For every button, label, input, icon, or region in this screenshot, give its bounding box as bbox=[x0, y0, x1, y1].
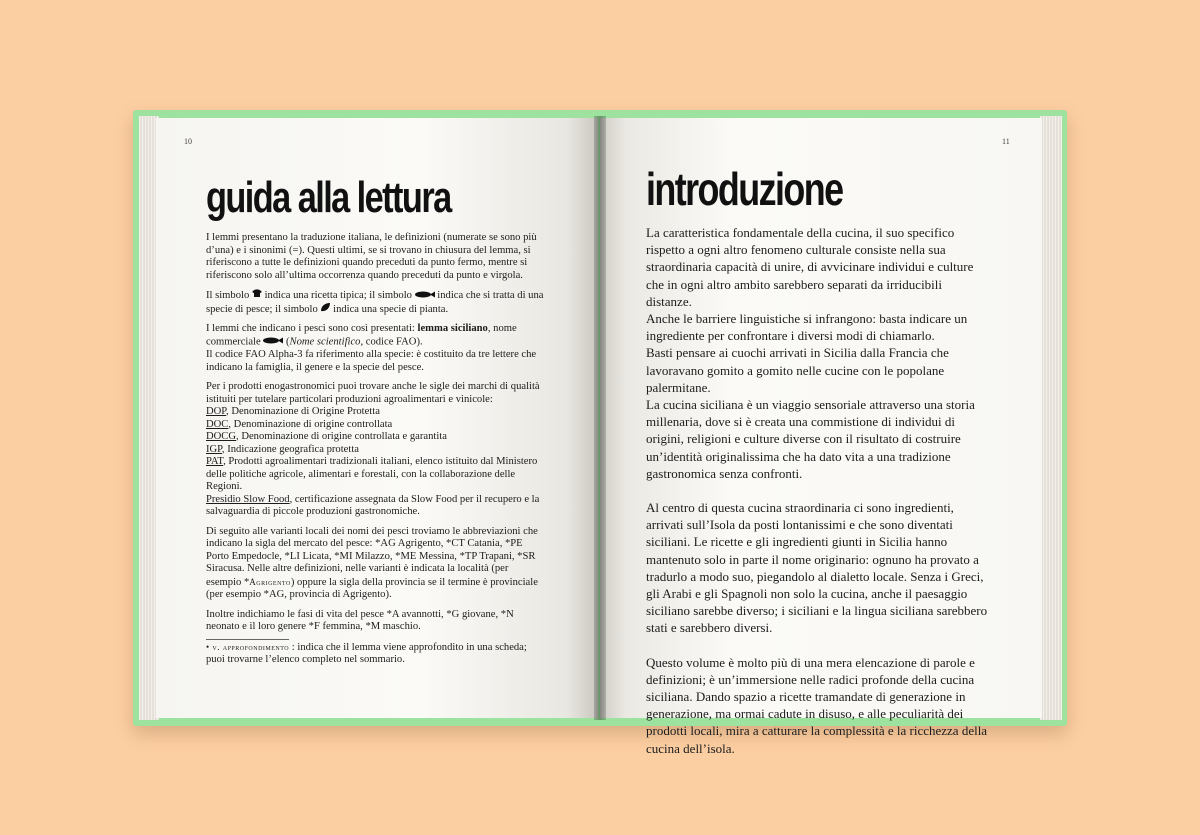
paragraph-lemmi: I lemmi presentano la traduzione italiana, le definizioni (numerate se sono più d’una) e i sinonimi (=). Questi ultimi, se si trovano in chiusura del lemma, si riferiscono a tutte le definizioni quando preceduti da punto fermo, mentre si riferiscono solo all’ultima occorrenza quando preceduti da punto e virgola. bbox=[206, 232, 537, 281]
text-fragment: La cucina siciliana è un viaggio sensoriale attraverso una storia millenaria, dove si è creata una commistione di individui di origini, religioni e culture diverse con il risultato di costruire un’identità originalissima che ha dato vita a una tradizione gastronomica senza confronti. bbox=[646, 397, 975, 481]
text-fragment: ( bbox=[283, 336, 290, 348]
small-caps-term: Agrigento bbox=[249, 576, 291, 587]
fish-icon bbox=[263, 336, 283, 349]
mark-abbr: DOP bbox=[206, 406, 227, 418]
text-fragment: indica una ricetta tipica; il simbolo bbox=[264, 290, 412, 302]
mark-abbr: IGP bbox=[206, 443, 222, 455]
paragraph-fish-format bbox=[206, 323, 546, 374]
mark-desc: , Indicazione geografica protetta bbox=[221, 443, 359, 455]
left-page-title: guida alla lettura bbox=[206, 173, 451, 222]
paragraph-quality-marks bbox=[206, 381, 546, 519]
text-fragment: : indica che il lemma viene approfondito in una scheda; puoi trovarne l’elenco completo nel sommario. bbox=[206, 641, 527, 666]
text-fragment: Basti pensare ai cuochi arrivati in Sicilia dalla Francia che lavoravano gomito a gomito nelle cucine con le popolane palermitane. bbox=[646, 345, 949, 395]
mark-abbr: DOCG bbox=[206, 431, 237, 443]
text-fragment: Anche le barriere linguistiche si infrangono: basta indicare un ingrediente per confrontare i diversi modi di chiamarlo. bbox=[646, 311, 968, 344]
text-fragment: Il codice FAO Alpha-3 fa riferimento alla specie: è costituito da tre lettere che indicano la famiglia, il genere e la specie del pesce. bbox=[206, 349, 537, 373]
bold-term: lemma siciliano bbox=[417, 323, 488, 335]
paragraph-life-phases: Inoltre indichiamo le fasi di vita del pesce *A avannotti, *G giovane, *N neonato e il loro genere *F femmina, *M maschio. bbox=[206, 608, 514, 633]
text-fragment: , codice FAO). bbox=[360, 336, 423, 348]
text-fragment: Per i prodotti enogastronomici puoi trovare anche le sigle dei marchi di qualità istituiti per tutelare particolari produzioni agroalimentari e vinicole: bbox=[206, 381, 540, 405]
text-fragment: indica una specie di pianta. bbox=[333, 303, 449, 315]
right-page-number: 11 bbox=[1002, 137, 1010, 146]
mark-desc: , Denominazione di Origine Protetta bbox=[226, 406, 380, 418]
left-page-number: 10 bbox=[184, 137, 192, 146]
mark-abbr: Presidio Slow Food bbox=[206, 493, 290, 505]
left-page-body bbox=[206, 232, 546, 674]
text-fragment: La caratteristica fondamentale della cucina, il suo specifico rispetto a ogni altro fenomeno culturale consiste nella sua straordinaria capacità di unire, di avvicinare individui e culture che in ogni altro ambito sarebbero separati da irriducibili distanze. bbox=[646, 225, 974, 309]
right-page-body bbox=[646, 224, 991, 774]
mark-abbr: DOC bbox=[206, 418, 229, 430]
mark-desc: , certificazione assegnata da Slow Food per il recupero e la salvaguardia di piccole produzioni gastronomiche. bbox=[206, 493, 540, 518]
page-edges-right bbox=[1040, 116, 1062, 720]
mark-abbr: PAT bbox=[206, 456, 224, 468]
paragraph-intro-2: Al centro di questa cucina straordinaria ci sono ingredienti, arrivati sull’Isola da posti lontanissimi e che sono diventati siciliani. Le ricette e gli ingredienti giunti in Sicilia hanno mantenuto solo in parte il nome originario: ognuno ha provato a tradurlo a modo suo, piegandolo al dialetto locale. Senza i Greci, gli Arabi e gli Spagnoli non solo la cucina, anche il paesaggio siciliano sarebbe diverso; i siciliani e la lingua siciliana sarebbero stati e sarebbero diversi. bbox=[646, 500, 988, 636]
right-page-title: introduzione bbox=[646, 163, 843, 215]
mark-desc: , Denominazione di origine controllata e garantita bbox=[236, 431, 447, 443]
mark-desc: , Denominazione di origine controllata bbox=[228, 418, 393, 430]
paragraph-intro-1 bbox=[646, 224, 991, 482]
paragraph-approfondimento bbox=[206, 641, 546, 667]
fish-icon bbox=[415, 290, 435, 303]
approfondimento-tag: • v. approfondimento bbox=[206, 639, 289, 652]
chef-hat-icon bbox=[252, 289, 262, 303]
paragraph-abbreviations bbox=[206, 526, 546, 602]
italic-term: Nome scientifico bbox=[289, 336, 361, 348]
text-fragment: Di seguito alle varianti locali dei nomi dei pesci troviamo le abbreviazioni che indicano la sigla del mercato del pesce: *AG Agrigento, *CT Catania, *PE Porto Empedocle, *LI Licata, *MI Milazzo, *ME Messina, *TP Trapani, *SR Siracusa. Nelle altre definizioni, nelle varianti è indicata la località (per esempio * bbox=[206, 525, 538, 588]
leaf-icon bbox=[320, 303, 330, 317]
paragraph-intro-3: Questo volume è molto più di una mera elencazione di parole e definizioni; è un’immersione nelle radici profonde della cucina siciliana. Dando spazio a ricette tramandate di generazione in generazione, ma ormai cadute in disuso, e alle peculiarità dei prodotti locali, mira a catturare la complessità e la ricchezza della cucina dell’isola. bbox=[646, 654, 988, 756]
text-fragment: Il simbolo bbox=[206, 290, 250, 302]
book-gutter bbox=[594, 116, 606, 720]
paragraph-symbols bbox=[206, 289, 546, 316]
mark-desc: , Prodotti agroalimentari tradizionali italiani, elenco istituito dal Ministero delle politiche agricole, alimentari e forestali, con la collaborazione delle Regioni. bbox=[206, 456, 538, 493]
text-fragment: , nome commerciale bbox=[206, 323, 517, 348]
text-fragment: I lemmi che indicano i pesci sono così presentati: bbox=[206, 323, 415, 335]
text-fragment: ) oppure la sigla della provincia se il termine è provinciale (per esempio *AG, provincia di Agrigento). bbox=[206, 576, 538, 601]
text-fragment: indica che si tratta di una specie di pesce; il simbolo bbox=[206, 290, 544, 315]
